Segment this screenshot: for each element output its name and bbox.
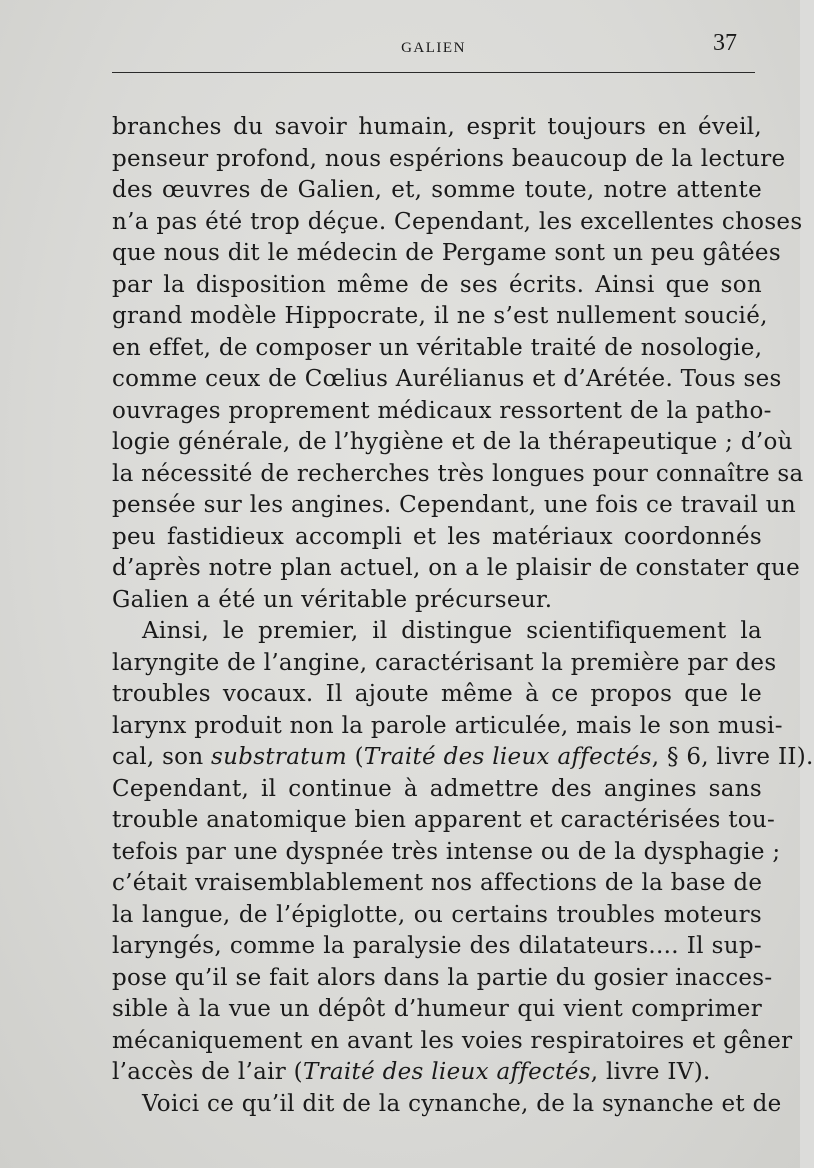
text-line: pensée sur les angines. Cependant, une fois ce travail un: [112, 492, 796, 518]
italic-term: substratum: [211, 744, 348, 770]
text-line: tefois par une dyspnée très intense ou de la dysphagie ;: [112, 838, 781, 865]
text-line: Cependant, il continue à admettre des angines sans: [112, 775, 762, 802]
text-line: troubles vocaux. Il ajoute même à ce propos que le: [112, 681, 762, 707]
text-line: par la disposition même de ses écrits. Ainsi que son: [112, 271, 762, 298]
text-line-mixed: [112, 742, 814, 774]
text-line: des œuvres de Galien, et, somme toute, notre attente: [112, 177, 762, 203]
text-line: ouvrages proprement médicaux ressortent de la patho-: [112, 397, 772, 424]
text-line: c’était vraisemblablement nos affections de la base de: [112, 870, 763, 896]
text-line: en effet, de composer un véritable traité de nosologie,: [112, 334, 763, 361]
text-line: d’après notre plan actuel, on a le plaisir de constater que: [112, 555, 801, 581]
text-line: penseur profond, nous espérions beaucoup de la lecture: [112, 145, 786, 172]
text-line: Voici ce qu’il dit de la cynanche, de la synanche et de: [142, 1090, 782, 1117]
text-line: la nécessité de recherches très longues pour connaître sa: [112, 460, 804, 487]
text-line: trouble anatomique bien apparent et caractérisées tou-: [112, 807, 776, 833]
text-run: (: [347, 744, 364, 770]
text-line: laryngite de l’angine, caractérisant la première par des: [112, 649, 777, 676]
text-line: sible à la vue un dépôt d’humeur qui vient comprimer: [112, 996, 762, 1022]
page-header: [112, 30, 755, 74]
text-run: cal, son: [112, 744, 212, 770]
text-line: grand modèle Hippocrate, il ne s’est nullement soucié,: [112, 303, 768, 329]
page-number: 37: [713, 30, 737, 56]
running-head: GALIEN: [401, 40, 466, 56]
text-line: mécaniquement en avant les voies respiratoires et gêner: [112, 1027, 793, 1054]
text-line: n’a pas été trop déçue. Cependant, les excellentes choses: [112, 208, 803, 235]
text-line: larynx produit non la parole articulée, mais le son musi-: [112, 712, 783, 739]
text-line: logie générale, de l’hygiène et de la thérapeutique ; d’où: [112, 429, 793, 455]
text-line: comme ceux de Cœlius Aurélianus et d’Arétée. Tous ses: [112, 366, 782, 392]
body-text: [112, 112, 814, 1120]
text-line: Ainsi, le premier, il distingue scientifiquement la: [142, 618, 762, 644]
text-run: l’accès de l’air (: [112, 1059, 303, 1085]
text-line: peu fastidieux accompli et les matériaux coordonnés: [112, 523, 762, 550]
text-run: , livre IV).: [590, 1059, 711, 1085]
text-line: Galien a été un véritable précurseur.: [112, 586, 553, 613]
citation-title: Traité des lieux affectés: [302, 1059, 591, 1085]
text-line: pose qu’il se fait alors dans la partie du gosier inacces-: [112, 964, 773, 991]
text-line: la langue, de l’épiglotte, ou certains troubles moteurs: [112, 901, 762, 928]
text-run: , § 6, livre II).: [651, 744, 814, 770]
text-line-mixed: [112, 1057, 762, 1089]
text-line: laryngés, comme la paralysie des dilatateurs.... Il sup-: [112, 933, 762, 959]
header-rule: [112, 72, 755, 73]
text-line: branches du savoir humain, esprit toujours en éveil,: [112, 114, 762, 140]
text-line: que nous dit le médecin de Pergame sont un peu gâtées: [112, 240, 781, 266]
citation-title: Traité des lieux affectés: [363, 744, 652, 770]
